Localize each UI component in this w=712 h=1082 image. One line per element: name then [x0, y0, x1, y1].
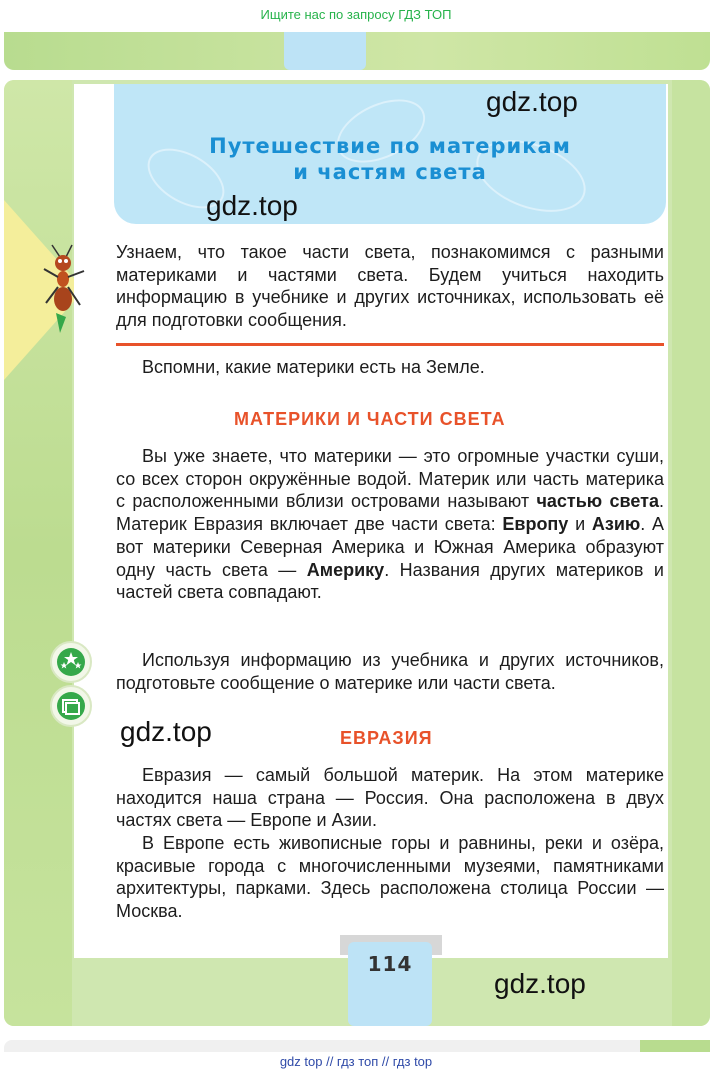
intro-paragraph: Узнаем, что такое части света, познакомимся с разными материками и частями света. Будем учиться находить информацию в учебнике и других источниках, использовать её для подготовки сообщения.	[116, 242, 664, 331]
watermark: gdz.top	[120, 716, 212, 747]
next-page-edge	[4, 1040, 710, 1052]
text-span: Вы уже знаете, что материки — это огромные участки суши, со всех сторон окружённые водой. Материк или часть материка с расположенными вблизи островами называют	[116, 446, 664, 512]
resources-badge	[50, 685, 92, 727]
continents-paragraph	[116, 445, 664, 604]
watermark: gdz.top	[486, 86, 578, 117]
group-work-badge	[50, 641, 92, 683]
right-margin-band	[672, 80, 710, 1026]
term-asia: Азию	[591, 514, 641, 535]
term-europe: Европу	[502, 514, 569, 535]
stars-icon	[57, 648, 85, 676]
page-number: 114	[367, 952, 413, 976]
term-america: Америку	[306, 559, 385, 580]
section-heading-continents: МАТЕРИКИ И ЧАСТИ СВЕТА	[234, 409, 506, 429]
eurasia-paragraph-2: В Европе есть живописные горы и равнины, реки и озёра, красивые города с многочисленными музеями, памятниками архитектуры, парками. Здесь расположена столица России — Москва.	[116, 833, 664, 922]
ant-mascot-icon	[38, 243, 94, 335]
watermark: gdz.top	[206, 190, 298, 221]
eurasia-paragraph-1: Евразия — самый большой материк. На этом материке находится наша страна — Россия. Она расположена в двух частях света — Европе и Азии.	[116, 765, 664, 831]
title-line-2: и частям света	[293, 160, 487, 184]
term-part-of-world: частью света	[536, 491, 659, 512]
previous-page-tab	[284, 32, 366, 70]
watermark: gdz.top	[494, 968, 586, 999]
page-title	[114, 133, 666, 185]
footer-links[interactable]: gdz top // гдз топ // гдз top	[279, 1054, 433, 1069]
title-line-1: Путешествие по материкам	[209, 134, 571, 158]
recall-question: Вспомни, какие материки есть на Земле.	[142, 357, 485, 377]
section-divider	[116, 343, 664, 346]
folder-icon	[57, 692, 85, 720]
section-heading-eurasia: ЕВРАЗИЯ	[340, 728, 433, 748]
text-span: . А вот материки Северная Америка и Южная Америка образуют одну часть света —	[116, 514, 665, 580]
top-banner[interactable]: Ищите нас по запросу ГДЗ ТОП	[0, 0, 712, 30]
task-paragraph: Используя информацию из учебника и других источников, подготовьте сообщение о материке или части света.	[116, 650, 664, 693]
text-span: . Названия других материков и частей света совпадают.	[116, 559, 664, 603]
next-page-green-edge	[640, 1040, 710, 1052]
text-span: . Материк Евразия включает две части света:	[116, 491, 664, 535]
left-margin-band	[4, 80, 72, 1026]
text-span: и	[568, 514, 592, 535]
